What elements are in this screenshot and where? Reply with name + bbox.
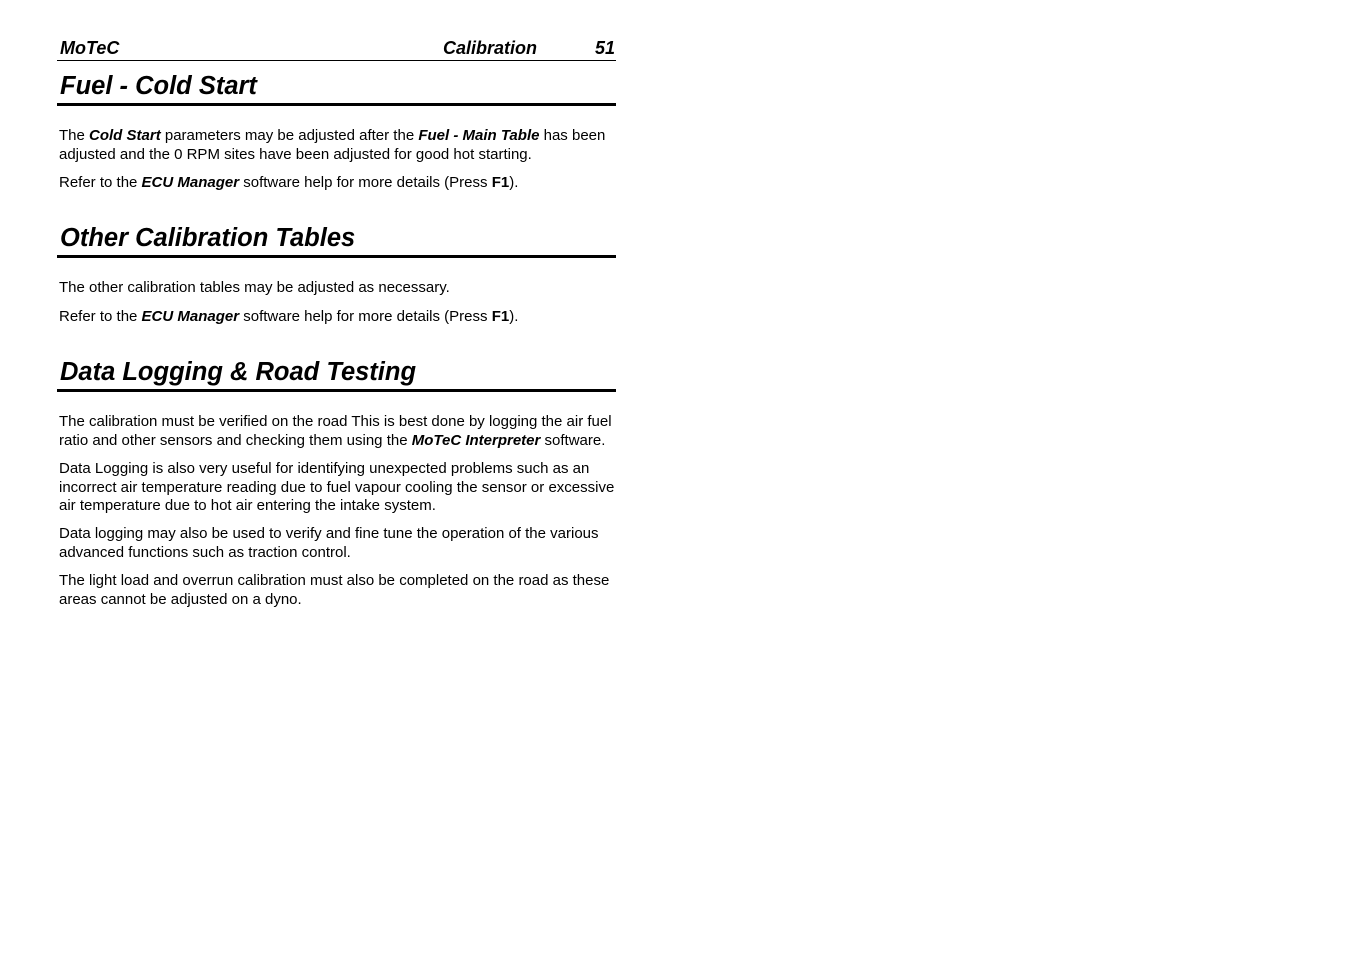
header-brand: MoTeC (60, 38, 120, 58)
paragraph: The other calibration tables may be adjusted as necessary. (59, 279, 450, 297)
header-page-number: 51 (594, 38, 615, 58)
paragraph: Data logging may also be used to verify and fine tune the operation of the various advanced functions such as traction control. (59, 525, 599, 561)
paragraph: Data Logging is also very useful for identifying unexpected problems such as an incorrect air temperature reading due to fuel vapour cooling the sensor or excessive air temperature due to hot air entering the intake system. (59, 459, 615, 515)
manual-page (57, 36, 616, 609)
heading-other-calibration-tables: Other Calibration Tables (57, 222, 616, 258)
heading-fuel-cold-start: Fuel - Cold Start (57, 70, 616, 106)
key-f1: F1 (491, 173, 510, 191)
term-cold-start: Cold Start (89, 127, 161, 144)
term-fuel-main-table: Fuel - Main Table (418, 127, 540, 144)
header-section-title: Calibration (442, 38, 537, 58)
paragraph: The Cold Start parameters may be adjusted after the Fuel - Main Table has been adjusted and the 0 RPM sites have been adjusted for good hot starting. (59, 127, 606, 163)
term-ecu-manager: ECU Manager (141, 173, 240, 191)
running-header (57, 36, 616, 61)
paragraph: The calibration must be verified on the road This is best done by logging the air fuel ratio and other sensors and checking them using the MoTeC Interpreter software. (59, 413, 612, 449)
key-f1: F1 (491, 307, 510, 325)
paragraph: Refer to the ECU Manager software help for more details (Press F1). (59, 173, 519, 191)
heading-data-logging-road-testing: Data Logging & Road Testing (57, 356, 616, 392)
term-ecu-manager: ECU Manager (141, 307, 240, 325)
paragraph: Refer to the ECU Manager software help for more details (Press F1). (59, 307, 519, 325)
term-motec-interpreter: MoTeC Interpreter (411, 431, 541, 449)
paragraph: The light load and overrun calibration must also be completed on the road as these areas cannot be adjusted on a dyno. (59, 572, 610, 608)
